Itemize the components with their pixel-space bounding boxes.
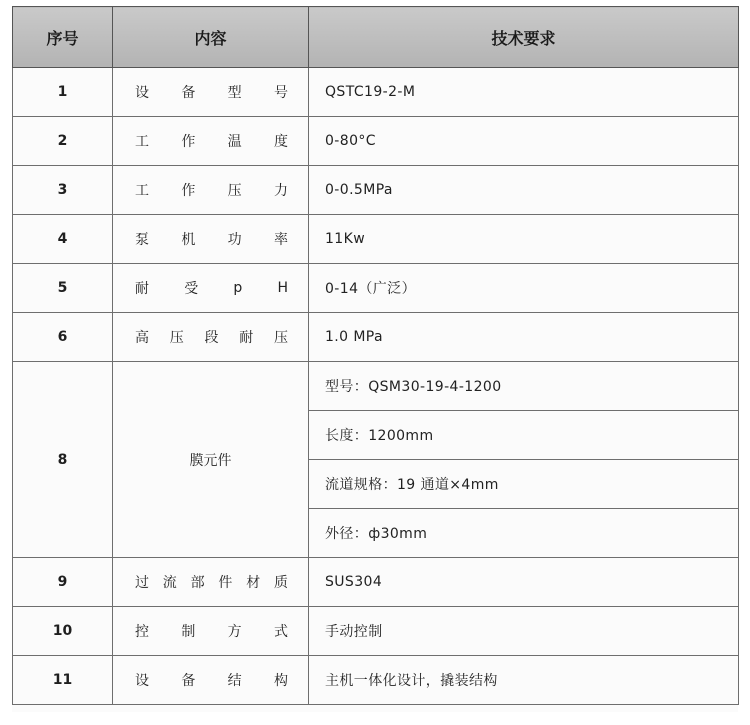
row-item: 过 流 部 件 材 质 [113, 558, 309, 607]
table-row [13, 362, 739, 411]
row-number: 4 [13, 215, 113, 264]
row-value: SUS304 [309, 558, 739, 607]
row-number: 5 [13, 264, 113, 313]
row-value: 长度：1200mm [309, 411, 739, 460]
header-row [13, 7, 739, 68]
row-item: 耐 受 p H [113, 264, 309, 313]
row-value: 外径：ф30mm [309, 509, 739, 558]
spec-table [12, 6, 739, 705]
row-value: QSTC19-2-M [309, 68, 739, 117]
row-item: 控 制 方 式 [113, 607, 309, 656]
row-number: 10 [13, 607, 113, 656]
row-value: 手动控制 [309, 607, 739, 656]
row-item: 高 压 段 耐 压 [113, 313, 309, 362]
row-number: 3 [13, 166, 113, 215]
row-value: 1.0 MPa [309, 313, 739, 362]
table-row [13, 313, 739, 362]
table-row [13, 656, 739, 705]
row-item: 泵 机 功 率 [113, 215, 309, 264]
table-row [13, 215, 739, 264]
row-value: 型号：QSM30-19-4-1200 [309, 362, 739, 411]
row-number: 9 [13, 558, 113, 607]
row-item: 设 备 结 构 [113, 656, 309, 705]
table-row [13, 117, 739, 166]
table-row [13, 166, 739, 215]
table-row [13, 558, 739, 607]
row-number: 11 [13, 656, 113, 705]
table-row [13, 68, 739, 117]
row-number: 1 [13, 68, 113, 117]
row-number: 6 [13, 313, 113, 362]
row-value: 主机一体化设计，撬装结构 [309, 656, 739, 705]
row-item: 膜元件 [113, 362, 309, 558]
row-item: 工 作 温 度 [113, 117, 309, 166]
row-number: 2 [13, 117, 113, 166]
row-value: 0-0.5MPa [309, 166, 739, 215]
header-number: 序号 [13, 7, 113, 68]
header-requirement: 技术要求 [309, 7, 739, 68]
row-item: 工 作 压 力 [113, 166, 309, 215]
row-value: 11Kw [309, 215, 739, 264]
row-number: 8 [13, 362, 113, 558]
table-row [13, 607, 739, 656]
row-item: 设 备 型 号 [113, 68, 309, 117]
header-content: 内容 [113, 7, 309, 68]
row-value: 0-80°C [309, 117, 739, 166]
table-row [13, 264, 739, 313]
row-value: 流道规格：19 通道×4mm [309, 460, 739, 509]
row-value: 0-14（广泛） [309, 264, 739, 313]
spec-sheet [12, 6, 738, 712]
